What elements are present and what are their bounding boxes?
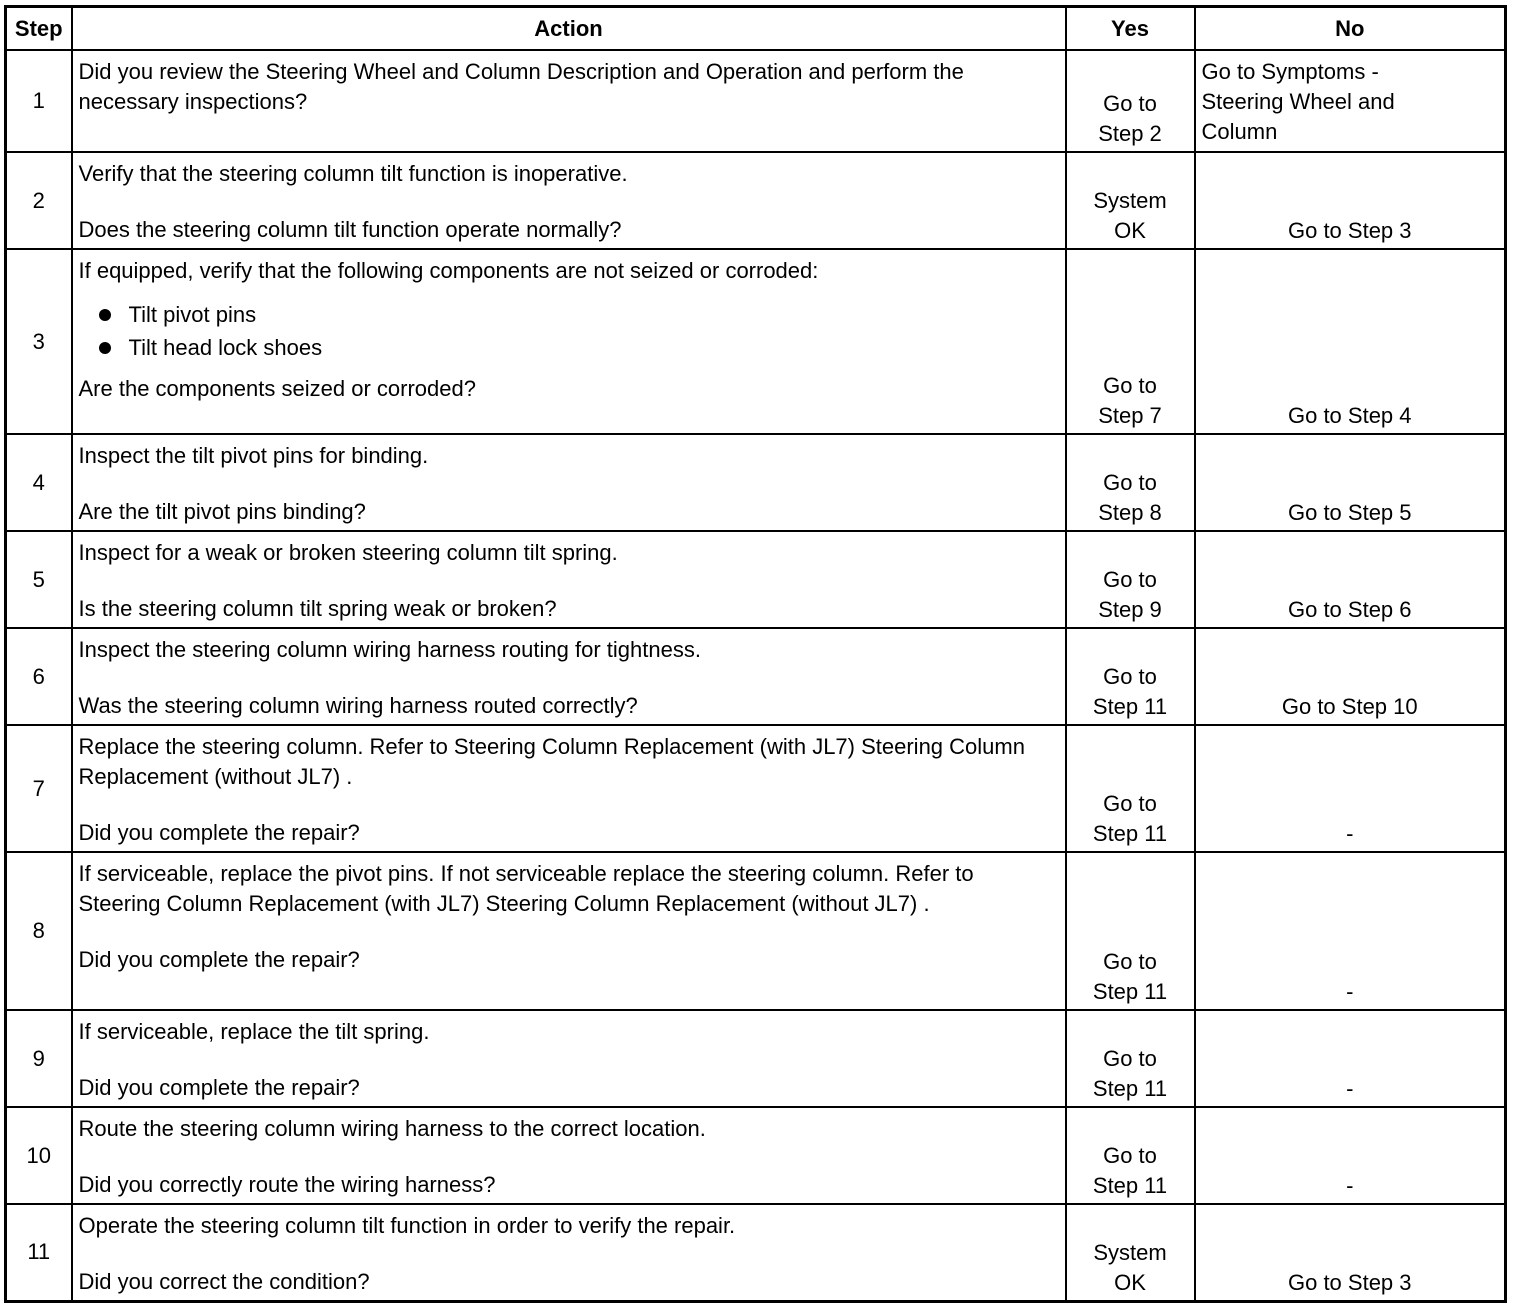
yes-line: Step 7 xyxy=(1098,403,1162,428)
component-list xyxy=(79,298,1059,364)
no-cell: - xyxy=(1195,725,1506,852)
yes-line: Step 11 xyxy=(1092,1076,1168,1101)
yes-line: Step 11 xyxy=(1092,694,1168,719)
yes-cell xyxy=(1066,152,1195,249)
table-row xyxy=(6,249,1506,434)
header-action: Action xyxy=(72,7,1066,51)
action-cell xyxy=(72,1010,1066,1107)
yes-line: Step 11 xyxy=(1092,979,1168,1004)
no-cell xyxy=(1195,50,1506,152)
step-number: 10 xyxy=(6,1107,72,1204)
step-number: 11 xyxy=(6,1204,72,1301)
no-cell: - xyxy=(1195,1010,1506,1107)
action-cell xyxy=(72,434,1066,531)
table-row xyxy=(6,434,1506,531)
action-cell xyxy=(72,725,1066,852)
yes-line: Go to xyxy=(1103,949,1157,974)
table-row xyxy=(6,852,1506,1010)
action-text: Inspect the steering column wiring harness routing for tightness. xyxy=(78,637,701,662)
yes-cell xyxy=(1066,50,1195,152)
step-number: 5 xyxy=(6,531,72,628)
action-cell xyxy=(72,1204,1066,1301)
action-question: Are the tilt pivot pins binding? xyxy=(78,499,366,524)
step-number: 2 xyxy=(6,152,72,249)
action-text: Did you review the Steering Wheel and Column Description and Operation and perform the necessary inspections? xyxy=(78,59,964,114)
yes-line: Go to xyxy=(1103,1143,1157,1168)
action-question: Is the steering column tilt spring weak or broken? xyxy=(78,596,557,621)
table-row xyxy=(6,628,1506,725)
action-question: Was the steering column wiring harness routed correctly? xyxy=(78,693,638,718)
yes-line: OK xyxy=(1114,218,1146,243)
action-question: Did you complete the repair? xyxy=(78,947,360,972)
action-text: Inspect for a weak or broken steering column tilt spring. xyxy=(78,540,618,565)
action-text: Replace the steering column. Refer to Steering Column Replacement (with JL7) Steering Column Replacement (without JL7) . xyxy=(78,734,1025,789)
action-cell xyxy=(72,531,1066,628)
yes-cell xyxy=(1066,249,1195,434)
action-text: If serviceable, replace the tilt spring. xyxy=(78,1019,430,1044)
action-cell xyxy=(72,1107,1066,1204)
step-number: 6 xyxy=(6,628,72,725)
step-number: 8 xyxy=(6,852,72,1010)
table-row xyxy=(6,1107,1506,1204)
yes-line: Step 9 xyxy=(1098,597,1162,622)
action-text: Verify that the steering column tilt function is inoperative. xyxy=(78,161,628,186)
action-cell xyxy=(72,249,1066,434)
yes-cell xyxy=(1066,1010,1195,1107)
table-row xyxy=(6,531,1506,628)
yes-cell xyxy=(1066,628,1195,725)
step-number: 3 xyxy=(6,249,72,434)
action-cell xyxy=(72,628,1066,725)
step-number: 9 xyxy=(6,1010,72,1107)
yes-cell xyxy=(1066,531,1195,628)
yes-cell xyxy=(1066,852,1195,1010)
action-question: Did you correct the condition? xyxy=(78,1269,370,1294)
action-cell xyxy=(72,50,1066,152)
table-row xyxy=(6,50,1506,152)
no-cell: Go to Step 3 xyxy=(1195,152,1506,249)
no-cell: Go to Step 6 xyxy=(1195,531,1506,628)
action-cell xyxy=(72,152,1066,249)
yes-line: Step 2 xyxy=(1098,121,1162,146)
header-row xyxy=(6,7,1506,51)
yes-line: Go to xyxy=(1103,791,1157,816)
yes-line: Go to xyxy=(1103,470,1157,495)
no-cell: - xyxy=(1195,1107,1506,1204)
yes-line: Go to xyxy=(1103,664,1157,689)
yes-cell xyxy=(1066,725,1195,852)
no-text: Go to Symptoms - Steering Wheel and Column xyxy=(1201,59,1395,144)
action-question: Did you complete the repair? xyxy=(78,820,360,845)
no-cell: Go to Step 10 xyxy=(1195,628,1506,725)
yes-line: Step 11 xyxy=(1092,821,1168,846)
table-row xyxy=(6,725,1506,852)
table-row xyxy=(6,152,1506,249)
header-yes: Yes xyxy=(1066,7,1195,51)
list-item: Tilt head lock shoes xyxy=(95,331,1059,364)
yes-line: Go to xyxy=(1103,373,1157,398)
yes-cell xyxy=(1066,1204,1195,1301)
diagnostic-table xyxy=(4,5,1507,1303)
yes-cell xyxy=(1066,1107,1195,1204)
table-row xyxy=(6,1204,1506,1301)
no-cell: Go to Step 5 xyxy=(1195,434,1506,531)
action-question: Are the components seized or corroded? xyxy=(78,376,476,401)
yes-line: Step 8 xyxy=(1098,500,1162,525)
diagnostic-table-container xyxy=(4,5,1507,1303)
yes-line: System xyxy=(1093,1239,1167,1265)
action-question: Does the steering column tilt function operate normally? xyxy=(78,217,622,242)
list-item: Tilt pivot pins xyxy=(95,298,1059,331)
yes-line: Go to xyxy=(1103,567,1157,592)
step-number: 7 xyxy=(6,725,72,852)
action-text: Operate the steering column tilt function in order to verify the repair. xyxy=(78,1213,736,1238)
no-cell: - xyxy=(1195,852,1506,1010)
yes-line: Go to xyxy=(1103,91,1157,116)
yes-line: System xyxy=(1093,188,1167,213)
step-number: 1 xyxy=(6,50,72,152)
no-cell: Go to Step 3 xyxy=(1195,1204,1506,1301)
action-question: Did you complete the repair? xyxy=(78,1075,360,1100)
no-cell: Go to Step 4 xyxy=(1195,249,1506,434)
action-question: Did you correctly route the wiring harness? xyxy=(78,1172,496,1197)
action-text: If equipped, verify that the following components are not seized or corroded: xyxy=(78,258,819,283)
yes-cell xyxy=(1066,434,1195,531)
yes-line: OK xyxy=(1114,1269,1146,1295)
action-text: Route the steering column wiring harness to the correct location. xyxy=(78,1116,706,1141)
yes-line: Step 11 xyxy=(1092,1173,1168,1198)
header-step: Step xyxy=(6,7,72,51)
action-cell xyxy=(72,852,1066,1010)
action-text: Inspect the tilt pivot pins for binding. xyxy=(78,443,429,468)
header-no: No xyxy=(1195,7,1506,51)
step-number: 4 xyxy=(6,434,72,531)
table-row xyxy=(6,1010,1506,1107)
yes-line: Go to xyxy=(1103,1046,1157,1071)
action-text: If serviceable, replace the pivot pins. If not serviceable replace the steering column. Refer to Steering Column Replacement (with JL7) Steering Column Replacement (without JL7) . xyxy=(78,861,974,916)
